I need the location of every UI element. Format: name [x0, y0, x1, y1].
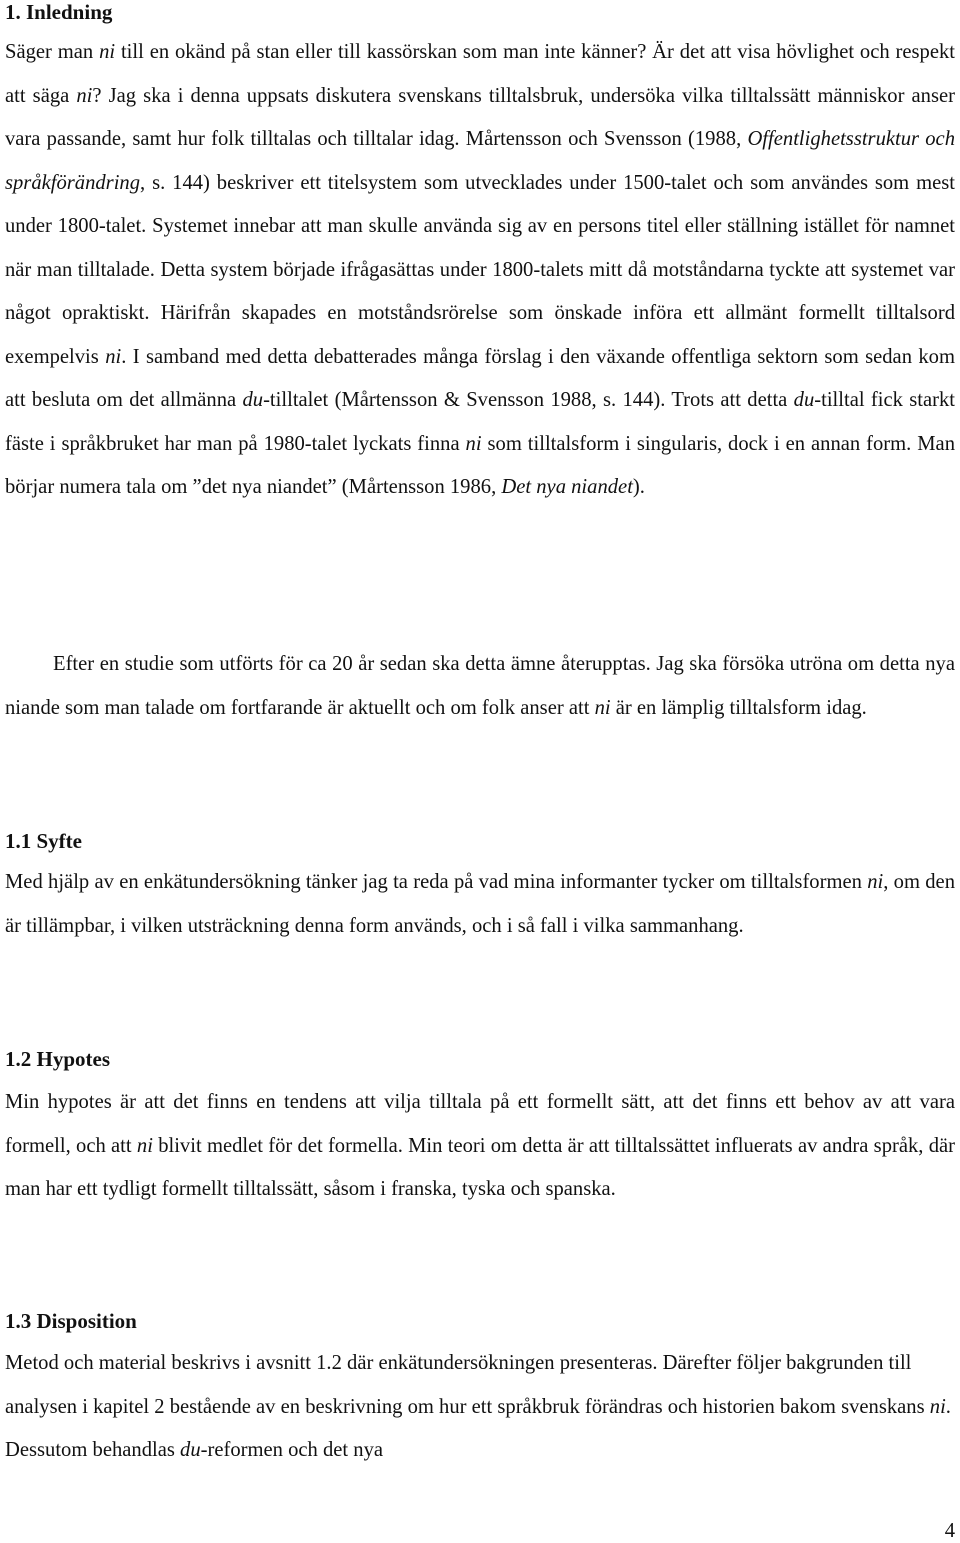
- italic-term: Offentlighetsstruktur och språkförändring: [5, 128, 955, 194]
- italic-term: du: [180, 1439, 201, 1461]
- italic-term: ni: [465, 432, 482, 455]
- paragraph-intro: Säger man ni till en okänd på stan eller till kassörskan som man inte känner? Är det att visa hövlighet och respekt att säga ni? Jag ska i denna uppsats diskutera svenskans tilltalsbruk, undersöka vilka tilltalssätt människor anser vara passande, samt hur folk tilltalas och tilltalar idag. Mårtensson och Svensson (1988, Offentlighetsstruktur och språkförändring, s. 144) beskriver ett titelsystem som utvecklades under 1500-talet och som användes som mest under 1800-talet. Systemet innebar att man skulle använda sig av en persons titel eller ställning istället för namnet när man tilltalade. Detta system började ifrågasättas under 1800-talets mitt då motståndarna tyckte att systemet var något opraktiskt. Härifrån skapades en motståndsrörelse som önskade införa ett allmänt formellt tilltalsord exempelvis ni. I samband med detta debatterades många förslag i den växande offentliga sektorn som sedan kom att besluta om det allmänna du-tilltalet (Mårtensson & Svensson 1988, s. 144). Trots att detta du-tilltal fick starkt fäste i språkbruket har man på 1980-talet lyckats finna ni som tilltalsform i singularis, dock i en annan form. Man börjar numera tala om ”det nya niandet” (Mårtensson 1986, Det nya niandet).: [5, 41, 955, 498]
- italic-term: ni: [594, 696, 611, 719]
- paragraph-disposition: Metod och material beskrivs i avsnitt 1.2 där enkätundersökningen presenteras. Därefter följer bakgrunden till analysen i kapitel 2 bestående av en beskrivning om hur ett språkbruk förändras och historien bakom svenskans ni. Dessutom behandlas du-reformen och det nya: [5, 1352, 951, 1461]
- italic-term: du: [242, 389, 264, 411]
- italic-term: ni: [929, 1395, 946, 1418]
- paragraph-study: Efter en studie som utförts för ca 20 år sedan ska detta ämne återupptas. Jag ska försöka utröna om detta nya niande som man talade om fortfarande är aktuellt och om folk anser att ni är en lämplig tilltalsform idag.: [5, 653, 955, 719]
- paragraph-hypotes: Min hypotes är att det finns en tendens att vilja tilltala på ett formellt sätt, att det finns ett behov av att vara formell, och att ni blivit medlet för det formella. Min teori om detta är att tilltalssättet influerats av andra språk, där man har ett tydligt formellt tilltalssätt, såsom i franska, tyska och spanska.: [5, 1091, 955, 1200]
- italic-term: ni: [76, 84, 93, 107]
- italic-term: ni: [105, 345, 122, 368]
- italic-term: du: [793, 389, 815, 411]
- italic-term: ni: [136, 1134, 153, 1157]
- heading-disposition: 1.3 Disposition: [5, 1309, 137, 1333]
- italic-term: Det nya niandet: [501, 476, 633, 498]
- heading-syfte: 1.1 Syfte: [5, 829, 82, 853]
- heading-inledning: 1. Inledning: [5, 0, 113, 24]
- paragraph-syfte: Med hjälp av en enkätundersökning tänker jag ta reda på vad mina informanter tycker om tilltalsformen ni, om den är tillämpbar, i vilken utsträckning denna form används, och i så fall i vilka sammanhang.: [5, 871, 955, 937]
- italic-term: ni: [867, 871, 884, 893]
- page-number: 4: [944, 1520, 955, 1542]
- heading-hypotes: 1.2 Hypotes: [5, 1047, 110, 1071]
- italic-term: ni: [99, 41, 116, 63]
